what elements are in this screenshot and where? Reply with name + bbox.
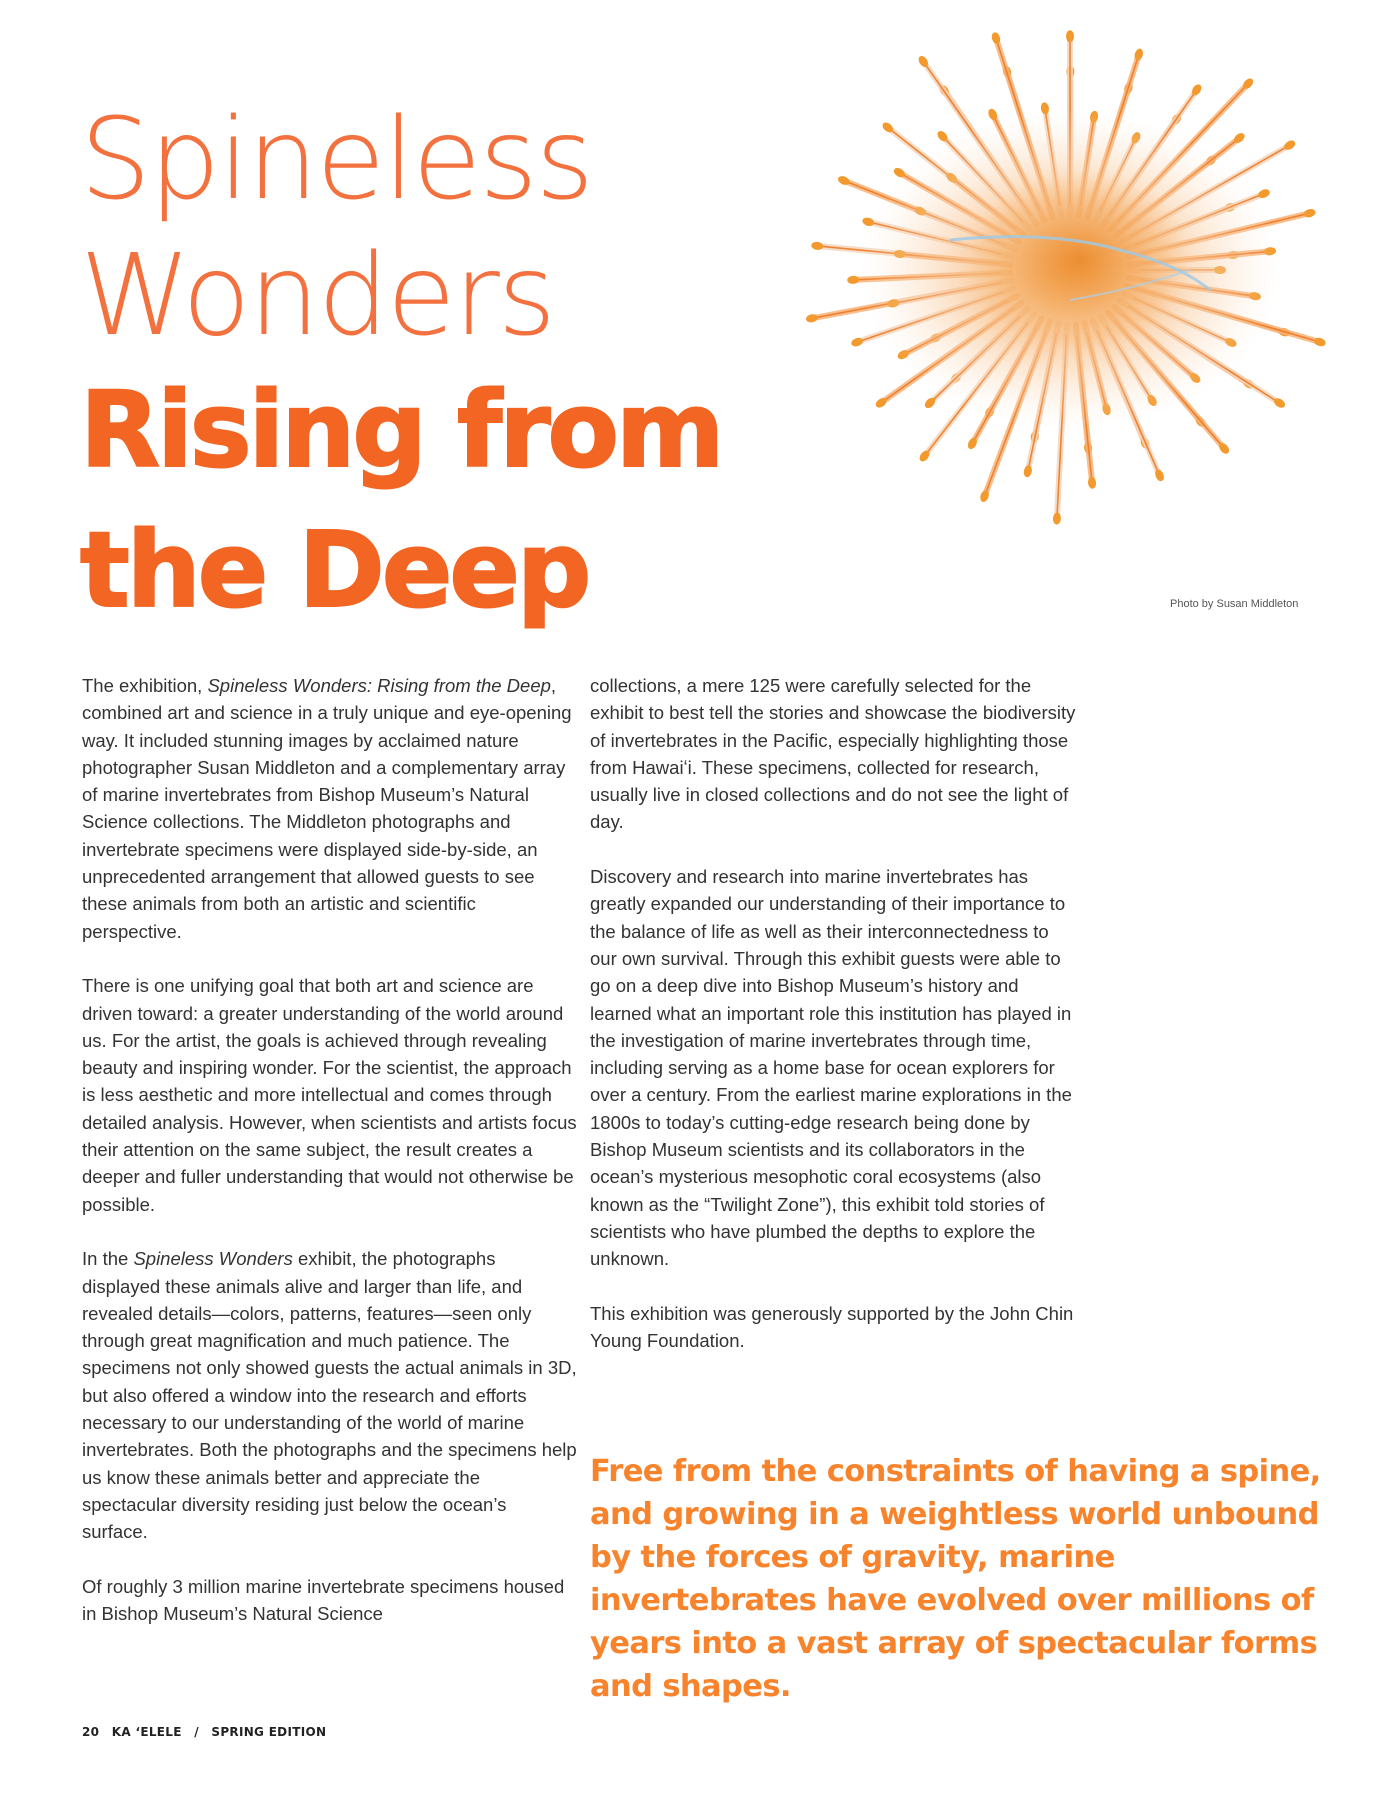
paragraph-3-text: exhibit, the photographs displayed these animals alive and larger than life, and revealed details—colors, patterns, features—seen only through great magnification and much patience. The specimens not only showed guests the actual animals in 3D, but also offered a window into the research and efforts necessary to our understanding of the world of marine invertebrates. Both the photographs and the specimens help us know these animals better and appreciate the spectacular diversity residing just below the ocean’s surface. [82, 1248, 577, 1543]
paragraph-1-prefix: The exhibition, [82, 675, 208, 696]
title-line-wonders: Wonders [80, 231, 555, 361]
page-footer [82, 1725, 334, 1739]
nudibranch-photo [650, 0, 1400, 620]
footer-separator: / [194, 1725, 199, 1739]
page-number: 20 [82, 1725, 100, 1739]
paragraph-7: This exhibition was generously supported by the John Chin Young Foundation. [590, 1302, 1074, 1352]
exhibition-title-italic: Spineless Wonders: Rising from the Deep [207, 675, 551, 696]
paragraph-5: collections, a mere 125 were carefully selected for the exhibit to best tell the stories and showcase the biodiversity of invertebrates in the Pacific, especially highlighting those from Hawaiʻi. These specimens, collected for research, usually live in closed collections and do not see the light of day. [590, 675, 1076, 833]
title-light [80, 92, 592, 364]
paragraph-3-prefix: In the [82, 1248, 134, 1270]
paragraph-1 [82, 672, 577, 945]
exhibit-name-italic: Spineless Wonders [133, 1248, 293, 1270]
title-line-spineless: Spineless [80, 95, 592, 225]
body-column-left [82, 672, 577, 1655]
paragraph-1-text: , combined art and science in a truly unique and eye-opening way. It included stunning images by acclaimed nature photographer Susan Middleton and a complementary array of marine invertebrates from Bishop Museum’s Natural Science collections. The Middleton photographs and invertebrate specimens were displayed side-by-side, an unprecedented arrangement that allowed guests to see these animals from both an artistic and scientific perspective. [82, 675, 572, 942]
title-line-deep: the Deep [80, 509, 589, 631]
ceras-tip [1066, 30, 1074, 42]
paragraph-3 [82, 1245, 577, 1545]
body-column-right [590, 672, 1080, 1382]
publication-name: KA ʻELELE [111, 1725, 182, 1739]
pull-quote: Free from the constraints of having a spine, and growing in a weightless world unbound by the forces of gravity, marine invertebrates have evolved over millions of years into a vast array of spectacular forms and shapes. [590, 1454, 1321, 1704]
paragraph-6: Discovery and research into marine invertebrates has greatly expanded our understanding of their importance to the balance of life as well as their interconnectedness to our own survival. Through this exhibit guests were able to go on a deep dive into Bishop Museum’s history and learned what an important role this institution has played in the investigation of marine invertebrates through time, including serving as a home base for ocean explorers for over a century. From the earliest marine explorations in the 1800s to today’s cutting-edge research being done by Bishop Museum scientists and its collaborators in the ocean’s mysterious mesophotic coral ecosystems (also known as the “Twilight Zone”), this exhibit told stories of scientists who have plumbed the depths to explore the unknown. [590, 866, 1072, 1270]
title-line-rising: Rising from [80, 369, 722, 491]
photo-credit: Photo by Susan Middleton [1170, 598, 1299, 610]
paragraph-4: Of roughly 3 million marine invertebrate specimens housed in Bishop Museum’s Natural Science [82, 1575, 565, 1625]
title-bold [80, 360, 721, 640]
edition-name: SPRING EDITION [211, 1725, 327, 1739]
paragraph-2: There is one unifying goal that both art and science are driven toward: a greater understanding of the world around us. For the artist, the goals is achieved through revealing beauty and inspiring wonder. For the scientist, the approach is less aesthetic and more intellectual and comes through detailed analysis. However, when scientists and artists focus their attention on the same subject, the result creates a deeper and fuller understanding that would not otherwise be possible. [82, 975, 577, 1215]
